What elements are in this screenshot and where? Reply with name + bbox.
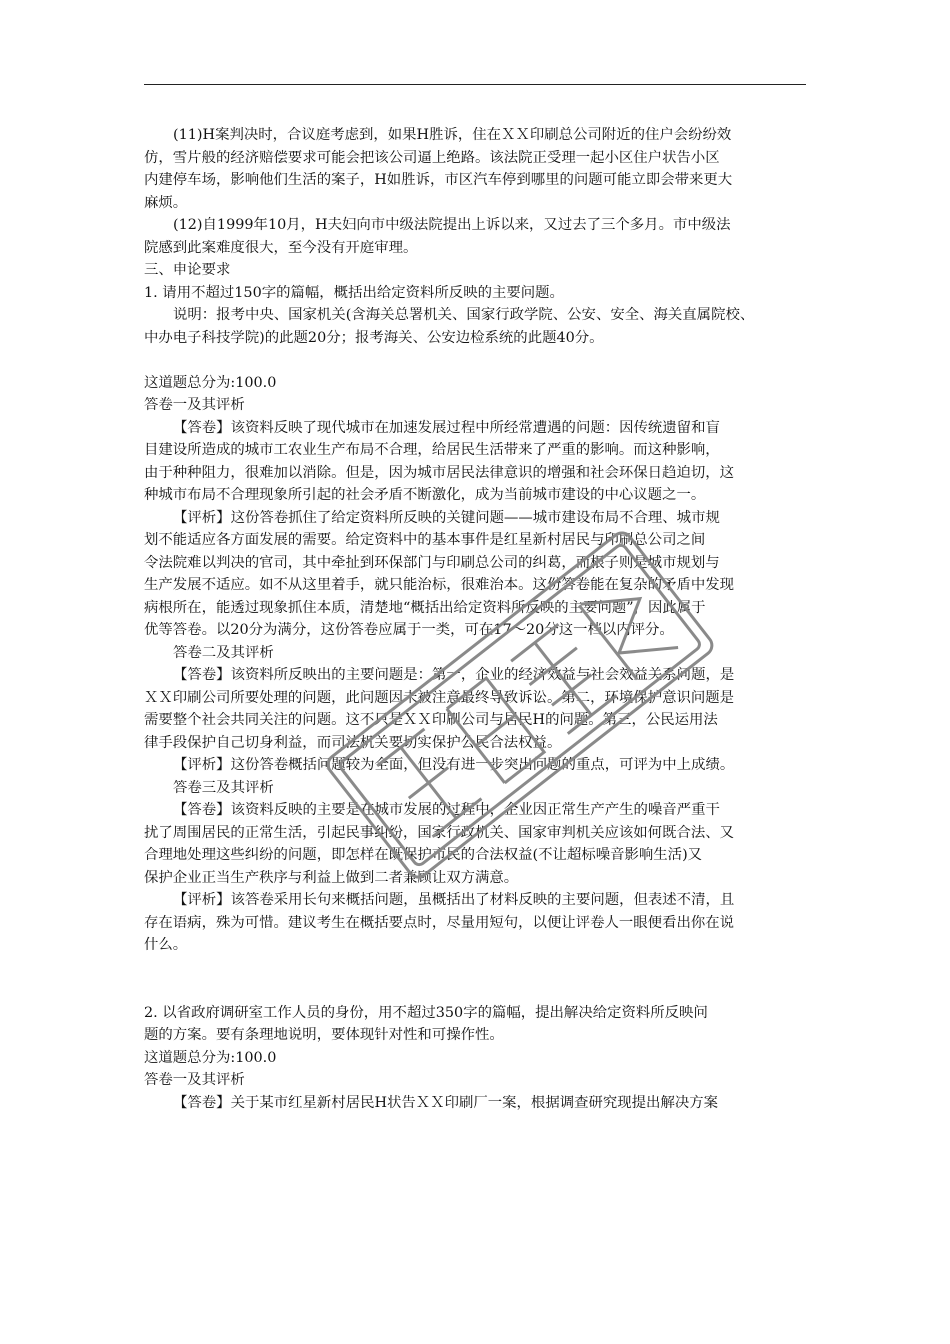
text-line: 麻烦。	[144, 194, 188, 211]
text-line: 【评析】这份答卷概括问题较为全面，但没有进一步突出问题的重点，可评为中上成绩。	[173, 757, 735, 773]
text-line: 律手段保护自己切身利益，而司法机关要切实保护公民合法权益。	[144, 734, 562, 751]
blank-line	[144, 349, 808, 372]
header-rule	[144, 84, 806, 85]
text-line: 答卷一及其评析	[144, 397, 245, 413]
text-line: 题的方案。要有条理地说明，要体现针对性和可操作性。	[144, 1027, 504, 1043]
text-line: 需要整个社会共同关注的问题。这不只是ＸＸ印刷公司与居民H的问题。第三，公民运用法	[144, 712, 718, 728]
text-line: 说明：报考中央、国家机关(含海关总署机关、国家行政学院、公安、安全、海关直属院校、	[173, 307, 755, 323]
text-line: 存在语病，殊为可惜。建议考生在概括要点时，尽量用短句，以便让评卷人一眼便看出你在说	[144, 914, 735, 931]
text-line: 1. 请用不超过150字的篇幅，概括出给定资料所反映的主要问题。	[144, 284, 564, 301]
text-line: 病根所在，能透过现象抓住本质，清楚地“概括出给定资料所反映的主要问题”，因此属于	[144, 599, 706, 616]
text-line: 优等答卷。以20分为满分，这份答卷应属于一类，可在17～20分这一档以内评分。	[144, 622, 674, 638]
text-line: 内建停车场，影响他们生活的案子，H如胜诉，市区汽车停到哪里的问题可能立即会带来更大	[144, 172, 733, 188]
text-line: 答卷一及其评析	[144, 1072, 245, 1088]
text-line: 三、申论要求	[144, 262, 231, 278]
text-line: ＸＸ印刷公司所要处理的问题，此问题因未被注意最终导致诉讼。第二，环境保护意识问题是	[144, 689, 735, 706]
text-line: 种城市布局不合理现象所引起的社会矛盾不断激化，成为当前城市建设的中心议题之一。	[144, 487, 706, 503]
text-line: 【评析】该答卷采用长句来概括问题，虽概括出了材料反映的主要问题，但表述不清，且	[173, 892, 735, 908]
text-line: 这道题总分为:100.0	[144, 374, 277, 391]
text-line: 合理地处理这些纠纷的问题，即怎样在既保护市民的合法权益(不让超标噪音影响生活)又	[144, 847, 703, 863]
text-line: 划不能适应各方面发展的需要。给定资料中的基本事件是红星新村居民与印刷总公司之间	[144, 532, 706, 548]
text-line: 扰了周围居民的正常生活，引起民事纠纷，国家行政机关、国家审判机关应该如何既合法、又	[144, 824, 735, 841]
text-line: 目建设所造成的城市工农业生产布局不合理，给居民生活带来了严重的影响。而这种影响，	[144, 442, 720, 458]
text-line: 【答卷】该资料反映了现代城市在加速发展过程中所经常遭遇的问题：因传统遗留和盲	[173, 419, 720, 436]
text-line: (12)自1999年10月，H夫妇向市中级法院提出上诉以来，又过去了三个多月。市中级法	[173, 217, 731, 233]
text-line: 什么。	[144, 937, 188, 953]
text-line: 2. 以省政府调研室工作人员的身份，用不超过350字的篇幅，提出解决给定资料所反映问	[144, 1004, 708, 1021]
text-line: 答卷二及其评析	[173, 644, 274, 661]
text-line: 生产发展不适应。如不从这里着手，就只能治标，很难治本。这份答卷能在复杂的矛盾中发现	[144, 577, 735, 593]
text-line: 答卷三及其评析	[173, 779, 274, 796]
text-line: 仿，雪片般的经济赔偿要求可能会把该公司逼上绝路。该法院正受理一起小区住户状告小区	[144, 149, 720, 166]
text-line: 保护企业正当生产秩序与利益上做到二者兼顾让双方满意。	[144, 869, 519, 886]
text-line: 【答卷】该资料反映的主要是在城市发展的过程中，企业因正常生产产生的噪音严重干	[173, 802, 720, 818]
text-line: (11)H案判决时，合议庭考虑到，如果H胜诉，住在ＸＸ印刷总公司附近的住户会纷纷效	[173, 127, 732, 143]
document-body	[144, 124, 808, 1114]
text-line: 【答卷】该资料所反映出的主要问题是：第一，企业的经济效益与社会效益关系问题，是	[173, 667, 735, 683]
text-line: 中办电子科技学院)的此题20分；报考海关、公安边检系统的此题40分。	[144, 329, 604, 346]
text-line: 由于种种阻力，很难加以消除。但是，因为城市居民法律意识的增强和社会环保日趋迫切，这	[144, 464, 735, 481]
blank-line	[144, 979, 808, 1002]
text-line: 令法院难以判决的官司，其中牵扯到环保部门与印刷总公司的纠葛，而根子则是城市规划与	[144, 554, 720, 571]
text-line: 【评析】这份答卷抓住了给定资料所反映的关键问题——城市建设布局不合理、城市规	[173, 509, 720, 526]
blank-line	[144, 957, 808, 980]
text-line: 【答卷】关于某市红星新村居民H状告ＸＸ印刷厂一案，根据调查研究现提出解决方案	[173, 1094, 719, 1111]
text-line: 院感到此案难度很大，至今没有开庭审理。	[144, 239, 418, 256]
text-line: 这道题总分为:100.0	[144, 1049, 277, 1066]
